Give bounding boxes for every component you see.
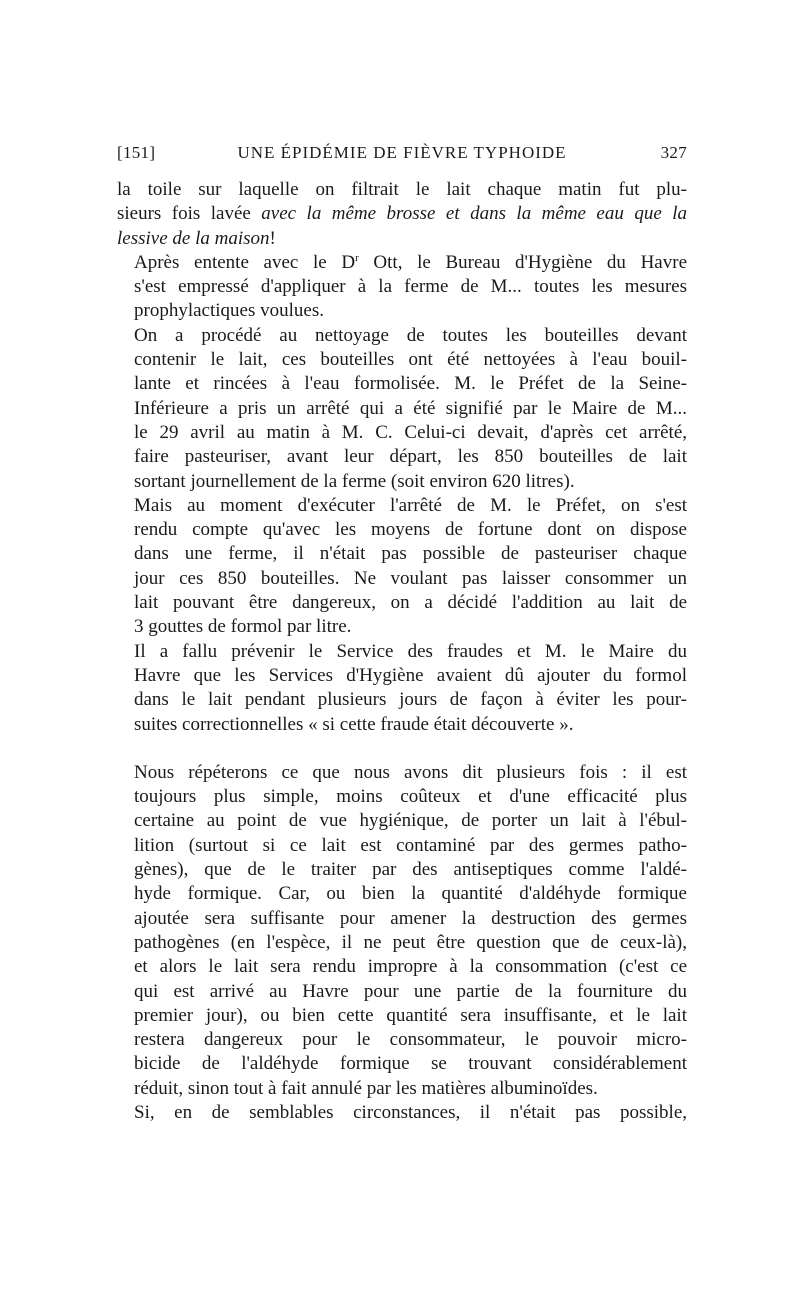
text-line: bicide de l'aldéhyde formique se trouvant considérablement [134, 1053, 687, 1075]
text-line: toujours plus simple, moins coûteux et d'une efficacité plus [134, 786, 687, 808]
text-line: lait pouvant être dangereux, on a décidé l'addition au lait de [134, 592, 687, 614]
running-header [117, 143, 687, 167]
text-line: Si, en de semblables circonstances, il n'était pas possible, [134, 1101, 687, 1123]
text-line-with-italic [117, 202, 687, 226]
text-line: qui est arrivé au Havre pour une partie de la fourniture du [134, 980, 687, 1002]
text-line: restera dangereux pour le consommateur, le pouvoir micro- [134, 1029, 687, 1051]
text-line: suites correctionnelles « si cette fraude était découverte ». [134, 713, 574, 735]
text-line: sortant journellement de la ferme (soit environ 620 litres). [134, 470, 575, 492]
section-marker: [151] [117, 143, 156, 162]
text-line: faire pasteuriser, avant leur départ, les 850 bouteilles de lait [134, 446, 687, 468]
text-line: la toile sur laquelle on filtrait le lait chaque matin fut plu- [117, 179, 687, 200]
text-line: On a procédé au nettoyage de toutes les bouteilles devant [134, 324, 687, 346]
italic-run: avec la même brosse et dans la même eau que la [261, 203, 687, 225]
text-line: Havre que les Services d'Hygiène avaient dû ajouter du formol [134, 664, 687, 686]
text-line: prophylactiques voulues. [134, 300, 324, 322]
running-title: UNE ÉPIDÉMIE DE FIÈVRE TYPHOIDE [237, 143, 567, 162]
page-number: 327 [660, 143, 687, 162]
text-line: certaine au point de vue hygiénique, de porter un lait à l'ébul- [134, 810, 687, 832]
paragraph [117, 178, 687, 251]
text-line: contenir le lait, ces bouteilles ont été nettoyées à l'eau bouil- [134, 349, 687, 371]
text-line: le 29 avril au matin à M. C. Celui-ci devait, d'après cet arrêté, [134, 421, 687, 443]
text-line: dans le lait pendant plusieurs jours de façon à éviter les pour- [134, 689, 687, 711]
text-line: dans une ferme, il n'était pas possible de pasteuriser chaque [134, 543, 687, 565]
italic-run: lessive de la maison [117, 227, 270, 249]
text-line: lante et rincées à l'eau formolisée. M. le Préfet de la Seine- [134, 373, 687, 395]
text-line: et alors le lait sera rendu impropre à la consommation (c'est ce [134, 956, 687, 978]
paragraph [117, 324, 687, 494]
paragraph [117, 251, 687, 324]
superscript: r [355, 251, 359, 264]
text-line: hyde formique. Car, ou bien la quantité d'aldéhyde formique [134, 883, 687, 905]
text-line: réduit, sinon tout à fait annulé par les matières albuminoïdes. [134, 1077, 598, 1099]
paragraph [117, 761, 687, 1101]
text-line: Nous répéterons ce que nous avons dit plusieurs fois : il est [134, 761, 687, 783]
text-line: s'est empressé d'appliquer à la ferme de M... toutes les mesures [134, 276, 687, 298]
paragraph [117, 494, 687, 640]
text-line: pathogènes (en l'espèce, il ne peut être question que de ceux-là), [134, 931, 687, 953]
text-line: lition (surtout si ce lait est contaminé par des germes patho- [134, 834, 687, 856]
text-line: gènes), que de le traiter par des antiseptiques comme l'aldé- [134, 859, 687, 881]
text-line: ajoutée sera suffisante pour amener la destruction des germes [134, 907, 687, 929]
paragraph [117, 640, 687, 737]
text-line-with-superscript: Après entente avec le $D^r$ Ott, le Bureau d'Hygiène du Havre [134, 251, 688, 273]
text-line-italic: lessive de la maison! [117, 227, 276, 249]
text-line: jour ces 850 bouteilles. Ne voulant pas laisser consommer un [134, 567, 687, 589]
body-text [117, 178, 687, 1125]
text-line: premier jour), ou bien cette quantité sera insuffisante, et le lait [134, 1004, 687, 1026]
text-line: rendu compte qu'avec les moyens de fortune dont on dispose [134, 519, 687, 541]
text-line: Il a fallu prévenir le Service des fraudes et M. le Maire du [134, 640, 687, 662]
text-line: 3 gouttes de formol par litre. [134, 616, 352, 638]
text-line: Mais au moment d'exécuter l'arrêté de M. le Préfet, on s'est [134, 494, 687, 516]
text-line: Inférieure a pris un arrêté qui a été signifié par le Maire de M... [134, 397, 687, 419]
paragraph [117, 1101, 687, 1125]
text-run: sieurs fois lavée [117, 203, 262, 225]
